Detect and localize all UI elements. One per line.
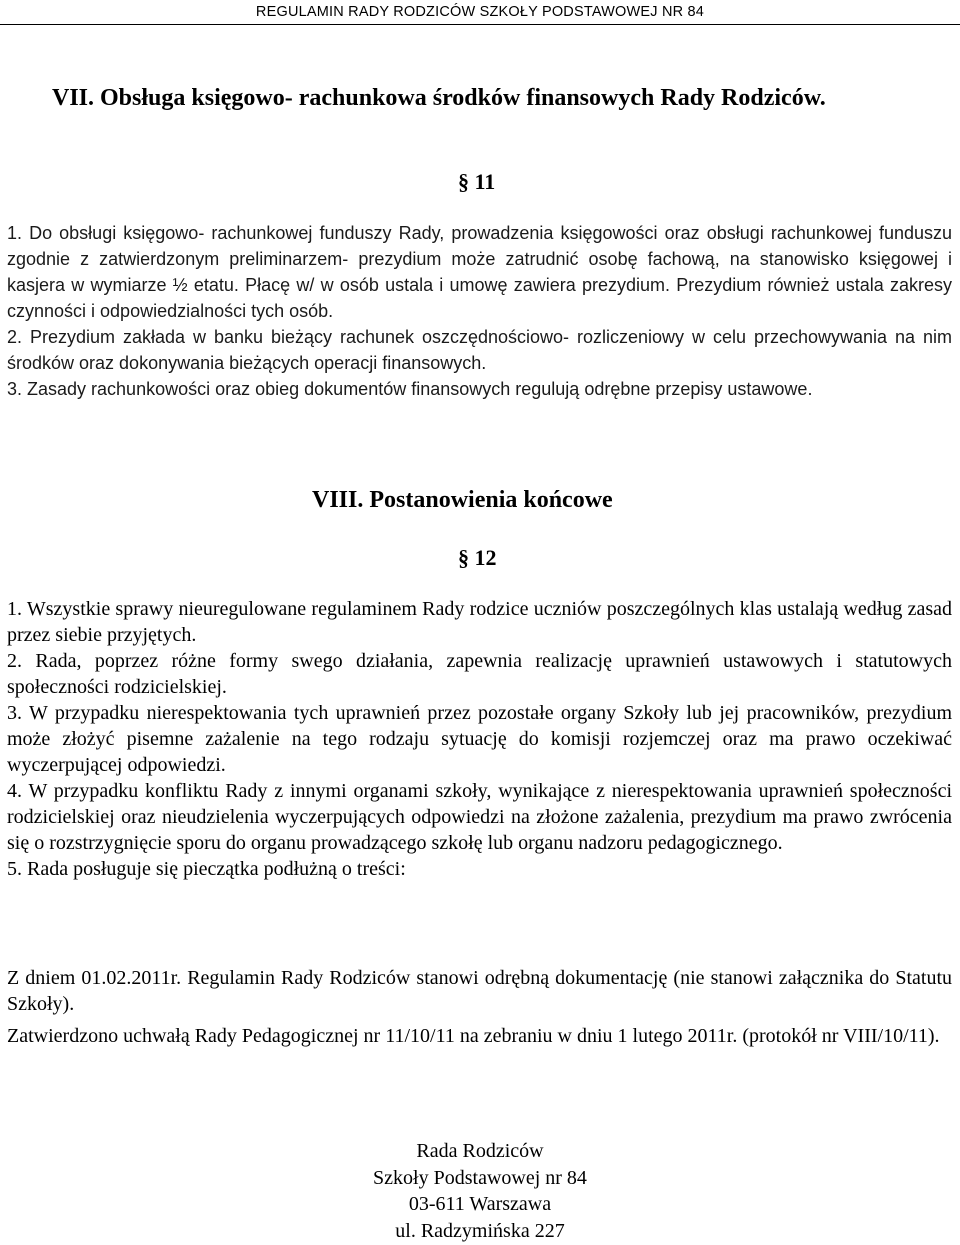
section-11-heading: § 11 [458, 169, 496, 194]
section-12-heading: § 12 [458, 545, 497, 570]
chapter-8-paragraph-1: 1. Wszystkie sprawy nieuregulowane regulaminem Rady rodzice uczniów poszczególnych klas ustalają według zasad przez siebie przyjętych. [7, 598, 952, 646]
signature-line-4: ul. Radzymińska 227 [395, 1219, 565, 1242]
closing-paragraph-2: Zatwierdzono uchwałą Rady Pedagogicznej nr 11/10/11 na zebraniu w dniu 1 lutego 2011r. (protokół nr VIII/10/11). [7, 1025, 940, 1047]
closing-paragraph-1: Z dniem 01.02.2011r. Regulamin Rady Rodziców stanowi odrębną dokumentację (nie stanowi załącznika do Statutu Szkoły). [7, 967, 952, 1015]
signature-line-2: Szkoły Podstawowej nr 84 [373, 1166, 587, 1189]
chapter-7-paragraph-2: 2. Prezydium zakłada w banku bieżący rachunek oszczędnościowo- rozliczeniowy w celu przechowywania na nim środków oraz dokonywania bieżących operacji finansowych. [7, 327, 952, 373]
chapter-8-title: VIII. Postanowienia końcowe [312, 487, 613, 513]
chapter-8-paragraph-3: 3. W przypadku nierespektowania tych uprawnień przez pozostałe organy Szkoły lub jej pracowników, prezydium może złożyć pisemne zażalenie na tego rodzaju sytuację do komisji rozjemczej oraz ma prawo oczekiwać wyczerpującej odpowiedzi. [7, 702, 952, 776]
chapter-8-paragraph-5: 5. Rada posługuje się pieczątka podłużną o treści: [7, 858, 406, 880]
signature-line-1: Rada Rodziców [416, 1140, 544, 1162]
chapter-8-paragraph-4: 4. W przypadku konfliktu Rady z innymi organami szkoły, wynikające z nierespektowania uprawnień społeczności rodzicielskiej oraz nieudzielenia wyczerpujących odpowiedzi na złożone zażalenia, prezydium ma prawo zwrócenia się o rozstrzygnięcie sporu do organu prowadzącego szkołę lub organu nadzoru pedagogicznego. [7, 780, 952, 854]
chapter-7-paragraph-3: 3. Zasady rachunkowości oraz obieg dokumentów finansowych regulują odrębne przepisy ustawowe. [7, 379, 813, 399]
header-rule [0, 24, 960, 25]
signature-line-3: 03-611 Warszawa [408, 1193, 552, 1215]
chapter-7-body [7, 220, 952, 402]
chapter-8-paragraph-2: 2. Rada, poprzez różne formy swego działania, zapewnia realizację uprawnień ustawowych i statutowych społeczności rodzicielskiej. [7, 650, 952, 698]
running-header: REGULAMIN RADY RODZICÓW SZKOŁY PODSTAWOWEJ NR 84 [255, 4, 705, 20]
chapter-7-title: VII. Obsługa księgowo- rachunkowa środków finansowych Rady Rodziców. [52, 85, 826, 111]
signature-block [0, 1138, 960, 1244]
chapter-7-paragraph-1: 1. Do obsługi księgowo- rachunkowej funduszy Rady, prowadzenia księgowości oraz obsługi rachunkowej funduszu zgodnie z zatwierdzonym preliminarzem- prezydium może zatrudnić osobę fachową, na stanowisko księgowej i kasjera w wymiarze ½ etatu. Płacę w/ w osób ustala i umowę zawiera prezydium. Prezydium również ustala zakresy czynności i odpowiedzialności tych osób. [7, 223, 952, 321]
chapter-8-body [7, 596, 952, 882]
closing-body [7, 965, 952, 1049]
